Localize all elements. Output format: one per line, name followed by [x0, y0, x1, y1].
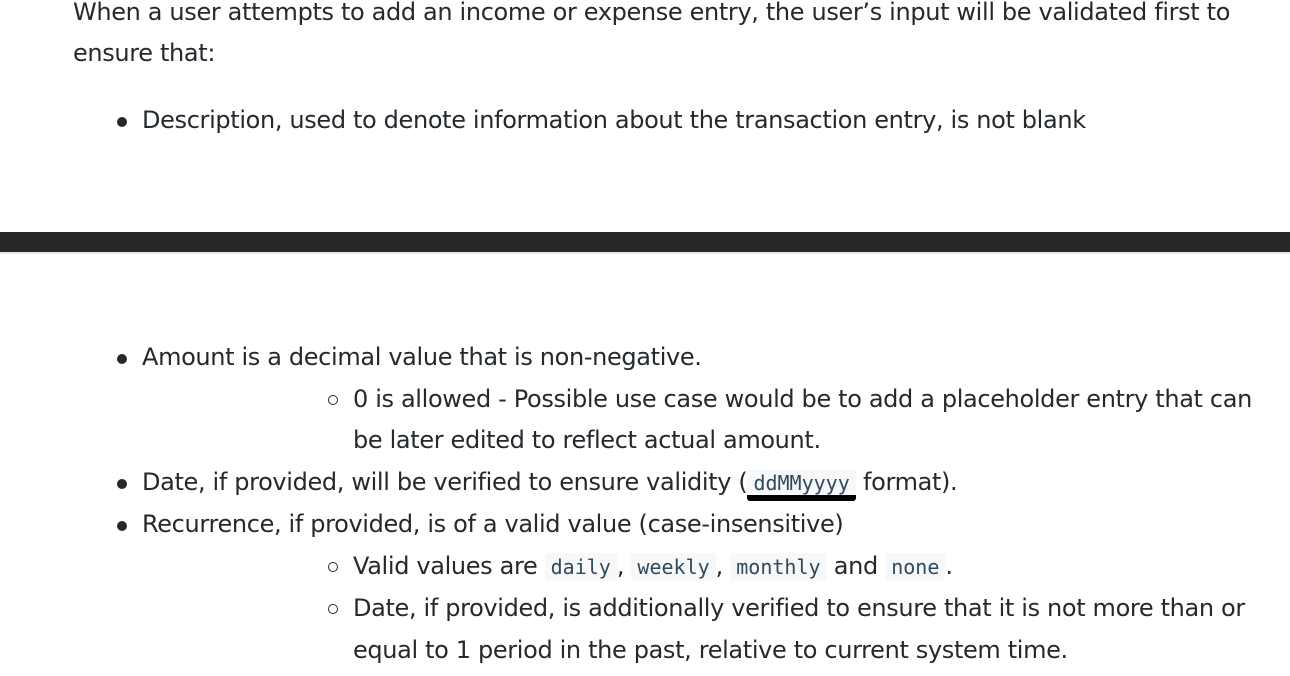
amount-text: Amount is a decimal value that is non-negative. [142, 343, 702, 371]
amount-sublist [142, 379, 1290, 462]
document-section-bottom [0, 254, 1290, 676]
page-divider-bar [0, 232, 1290, 252]
valid-values-sep-1: , [616, 551, 632, 580]
value-none-code: none [885, 553, 945, 581]
list-item-description: Description, used to denote information about the transaction entry, is not blank [0, 100, 1290, 142]
date-text-after: format). [855, 467, 958, 496]
validation-list-bottom [0, 337, 1290, 671]
list-item-amount [0, 337, 1290, 462]
recurrence-text: Recurrence, if provided, is of a valid value (case-insensitive) [142, 510, 844, 538]
sublist-item-zero-allowed: 0 is allowed - Possible use case would be to add a placeholder entry that can be later edited to reflect actual amount. [142, 379, 1290, 462]
value-monthly-code: monthly [730, 553, 826, 581]
value-weekly-code: weekly [631, 553, 715, 581]
value-daily-code: daily [545, 553, 617, 581]
recurrence-sublist [142, 546, 1290, 672]
valid-values-prefix: Valid values are [353, 551, 545, 580]
date-text-before: Date, if provided, will be verified to ensure validity ( [142, 467, 748, 496]
document-section-top [0, 0, 1290, 232]
valid-values-and: and [826, 551, 886, 580]
date-format-code: ddMMyyyy [747, 469, 855, 501]
list-item-recurrence [0, 504, 1290, 671]
sublist-item-valid-values [142, 546, 1290, 589]
sublist-item-date-note: Date, if provided, is additionally verified to ensure that it is not more than or equal to 1 period in the past, relative to current system time. [142, 588, 1290, 671]
intro-paragraph: When a user attempts to add an income or expense entry, the user’s input will be validated first to ensure that: [73, 0, 1231, 67]
valid-values-sep-2: , [715, 551, 731, 580]
valid-values-end: . [945, 551, 953, 580]
list-item-date [0, 462, 1290, 505]
validation-list-top [0, 100, 1290, 142]
